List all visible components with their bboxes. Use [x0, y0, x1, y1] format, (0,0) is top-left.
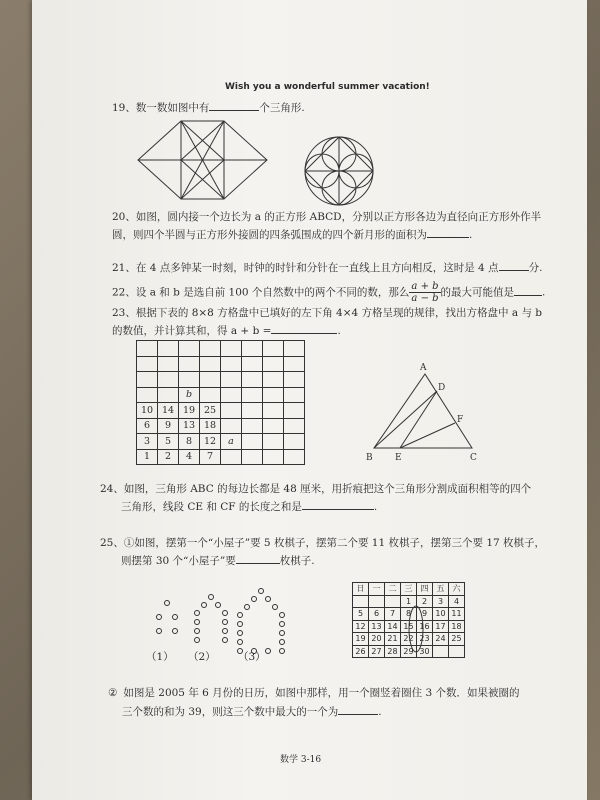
question-19 — [112, 101, 305, 115]
grid-cell: 12 — [200, 434, 221, 450]
q25-calendar-wrap — [352, 582, 465, 658]
grid-cell — [263, 449, 284, 465]
grid-cell: 7 — [200, 449, 221, 465]
house2-dot — [215, 602, 221, 608]
grid-cell — [200, 387, 221, 403]
grid-cell — [221, 403, 242, 419]
house2-dot — [194, 628, 200, 634]
house2-dot — [222, 610, 228, 616]
q24-answer-blank[interactable] — [302, 509, 374, 510]
q22-numerator: a + b — [411, 281, 439, 292]
q22-denominator: a − b — [411, 293, 439, 304]
calendar-day — [449, 645, 465, 658]
grid-cell: 10 — [137, 403, 158, 419]
q22-answer-blank[interactable] — [514, 295, 542, 296]
calendar-day: 24 — [433, 633, 449, 646]
calendar-day: 16 — [417, 620, 433, 633]
house-label-2: （2） — [188, 651, 216, 663]
grid-cell — [137, 387, 158, 403]
calendar-day: 9 — [417, 608, 433, 621]
q25-part2-line2: 三个数的和为 39，则这三个数中最大的一个为 — [122, 706, 339, 718]
calendar-day: 19 — [353, 633, 369, 646]
house3-dot — [279, 639, 285, 645]
grid-cell — [284, 418, 305, 434]
grid-cell: 5 — [158, 434, 179, 450]
q25-answer-blank[interactable] — [236, 563, 280, 564]
q25-line2: 则摆第 30 个“小屋子”要 — [121, 555, 236, 567]
calendar-day: 12 — [353, 620, 369, 633]
calendar-circle — [408, 605, 424, 653]
grid-cell — [221, 341, 242, 357]
calendar-weekday: 日 — [353, 583, 369, 596]
house2-dot — [222, 619, 228, 625]
calendar-day: 20 — [369, 633, 385, 646]
q19-text: 19、数一数如图中有 — [112, 102, 210, 114]
grid-row — [137, 434, 305, 450]
grid-cell: 4 — [179, 449, 200, 465]
grid-cell — [284, 356, 305, 372]
label-A: A — [420, 363, 427, 373]
calendar-day: 30 — [417, 645, 433, 658]
calendar-day: 14 — [385, 620, 401, 633]
house2-dot — [201, 602, 207, 608]
q23-line1: 23、根据下表的 8×8 方格盘中已填好的左下角 4×4 方格呈现的规律，找出方格盘中 a 与 b — [112, 307, 543, 319]
house1-dot — [172, 628, 178, 634]
house3-dot — [279, 648, 285, 654]
house2-dot — [208, 594, 214, 600]
calendar-header-row — [353, 583, 465, 596]
house-label-1: （1） — [146, 651, 174, 663]
house2-dot — [194, 619, 200, 625]
grid-cell — [200, 356, 221, 372]
label-B: B — [366, 453, 373, 463]
grid-cell — [242, 434, 263, 450]
calendar-weekday: 四 — [417, 583, 433, 596]
q25-part2-answer-blank[interactable] — [338, 714, 378, 715]
question-25-part2: ② 如图是 2005 年 6 月份的日历，如图中那样，用一个圈竖着圈住 3 个数．如果被圈的 三个数的和为 39，则这三个数中最大的一个为 . — [108, 687, 520, 718]
calendar-day: 26 — [353, 645, 369, 658]
grid-cell: 1 — [137, 449, 158, 465]
house3-dot — [251, 596, 257, 602]
grid-cell — [284, 449, 305, 465]
q21-text: 21、在 4 点多钟某一时刻，时钟的时针和分针在一直线上且方向相反，这时是 4 点 — [112, 262, 499, 274]
grid-row — [137, 341, 305, 357]
grid-cell — [242, 449, 263, 465]
grid-cell — [158, 387, 179, 403]
house1-dot — [164, 600, 170, 606]
q22-fraction — [409, 281, 440, 304]
question-25 — [100, 536, 545, 568]
grid-cell — [158, 356, 179, 372]
calendar-weekday: 六 — [449, 583, 465, 596]
calendar-day: 15 — [401, 620, 417, 633]
house3-dot — [244, 604, 250, 610]
grid-cell: 2 — [158, 449, 179, 465]
house3-dot — [272, 604, 278, 610]
calendar-day: 21 — [385, 633, 401, 646]
calendar-weekday: 五 — [433, 583, 449, 596]
calendar-weekday: 三 — [401, 583, 417, 596]
calendar-weekday: 二 — [385, 583, 401, 596]
grid-cell — [158, 341, 179, 357]
grid-cell — [221, 372, 242, 388]
grid-cell — [242, 372, 263, 388]
grid-cell — [137, 341, 158, 357]
calendar-day: 2 — [417, 595, 433, 608]
q25-part2-marker: ② — [108, 687, 118, 699]
house2-dot — [222, 628, 228, 634]
grid-cell — [179, 372, 200, 388]
calendar-day: 11 — [449, 608, 465, 621]
calendar-day: 1 — [401, 595, 417, 608]
grid-cell — [263, 387, 284, 403]
calendar-day: 27 — [369, 645, 385, 658]
grid-cell: 19 — [179, 403, 200, 419]
grid-cell — [242, 341, 263, 357]
calendar-day: 18 — [449, 620, 465, 633]
grid-cell — [263, 403, 284, 419]
q24-triangle-figure — [358, 360, 488, 465]
grid-cell: 3 — [137, 434, 158, 450]
calendar-day — [353, 595, 369, 608]
grid-cell: 18 — [200, 418, 221, 434]
grid-cell: 25 — [200, 403, 221, 419]
q19-figure-circles — [296, 128, 382, 214]
q23-number-grid — [136, 340, 305, 465]
house-label-3: （3） — [238, 651, 266, 663]
q20-line1: 20、如图，圆内接一个边长为 a 的正方形 ABCD，分别以正方形各边为直径向正方形外作半 — [112, 211, 542, 223]
house1-dot — [156, 614, 162, 620]
exam-sheet — [32, 0, 587, 800]
grid-cell — [284, 341, 305, 357]
q24-line2: 三角形，线段 CE 和 CF 的长度之和是 — [121, 501, 302, 513]
calendar-day: 3 — [433, 595, 449, 608]
calendar-day: 13 — [369, 620, 385, 633]
house1-dot — [172, 614, 178, 620]
grid-row — [137, 372, 305, 388]
label-D: D — [438, 383, 446, 393]
grid-cell — [158, 372, 179, 388]
grid-cell — [137, 372, 158, 388]
q20-line2: 圆，则四个半圆与正方形外接圆的四条弧围成的四个新月形的面积为 — [112, 229, 427, 241]
grid-row — [137, 418, 305, 434]
grid-cell — [263, 356, 284, 372]
q19-after: 个三角形. — [259, 102, 305, 114]
house3-dot — [237, 639, 243, 645]
q23-line2: 的数值，并计算其和，得 a + b = — [112, 325, 272, 337]
question-22: 22、设 a 和 b 是选自前 100 个自然数中的两个不同的数，那么 $\frac{a + b}{a - b}$ 的最大可能值是 . — [112, 281, 546, 304]
house3-dot — [279, 612, 285, 618]
grid-cell — [263, 372, 284, 388]
calendar-day: 8 — [401, 608, 417, 621]
calendar-day — [385, 595, 401, 608]
grid-cell — [200, 372, 221, 388]
house3-dot — [265, 596, 271, 602]
calendar-weekday: 一 — [369, 583, 385, 596]
house3-dot — [237, 612, 243, 618]
question-20: 20、如图，圆内接一个边长为 a 的正方形 ABCD，分别以正方形各边为直径向正方形外作半 圆，则四个半圆与正方形外接圆的四条弧围成的四个新月形的面积为 . — [112, 211, 542, 241]
house3-dot — [237, 621, 243, 627]
q19-figure-triangles — [135, 118, 275, 202]
calendar-day: 10 — [433, 608, 449, 621]
q21-answer-blank[interactable] — [499, 270, 529, 271]
grid-cell — [200, 341, 221, 357]
grid-cell — [284, 434, 305, 450]
q21-after: 分. — [528, 262, 543, 274]
calendar-day: 17 — [433, 620, 449, 633]
q22-after: 的最大可能值是 — [440, 286, 515, 299]
grid-cell — [179, 356, 200, 372]
question-21 — [112, 261, 542, 275]
grid-cell: 13 — [179, 418, 200, 434]
page-footer: 数学 3-16 — [280, 755, 322, 765]
grid-cell — [263, 434, 284, 450]
grid-cell — [221, 418, 242, 434]
house3-dot — [258, 588, 264, 594]
calendar-day: 5 — [353, 608, 369, 621]
label-E: E — [395, 453, 402, 463]
grid-cell — [284, 387, 305, 403]
grid-cell — [179, 341, 200, 357]
house2-dot — [194, 637, 200, 643]
house3-dot — [265, 648, 271, 654]
calendar-day — [433, 645, 449, 658]
grid-row — [137, 356, 305, 372]
grid-cell — [221, 387, 242, 403]
grid-cell — [242, 387, 263, 403]
grid-cell — [284, 372, 305, 388]
q25-part2-line1: 如图是 2005 年 6 月份的日历，如图中那样，用一个圈竖着圈住 3 个数．如果被圈的 — [123, 687, 520, 699]
calendar-day: 23 — [417, 633, 433, 646]
house3-dot — [237, 630, 243, 636]
calendar-day: 28 — [385, 645, 401, 658]
grid-cell — [242, 356, 263, 372]
grid-cell: 6 — [137, 418, 158, 434]
q22-text: 22、设 a 和 b 是选自前 100 个自然数中的两个不同的数，那么 — [112, 286, 410, 299]
label-F: F — [457, 415, 464, 425]
grid-cell: 9 — [158, 418, 179, 434]
q23-answer-blank[interactable] — [271, 333, 337, 334]
grid-cell — [242, 418, 263, 434]
q20-answer-blank[interactable] — [427, 237, 469, 238]
q19-answer-blank[interactable] — [209, 110, 259, 111]
grid-row — [137, 387, 305, 403]
calendar-day: 7 — [385, 608, 401, 621]
grid-cell: a — [221, 434, 242, 450]
grid-cell: 14 — [158, 403, 179, 419]
grid-cell — [221, 449, 242, 465]
house2-dot — [194, 610, 200, 616]
grid-cell — [242, 403, 263, 419]
q24-line1: 24、如图，三角形 ABC 的每边长都是 48 厘米，用折痕把这个三角形分割成面积相等的四个 — [100, 483, 532, 495]
page-header: Wish you a wonderful summer vacation! — [225, 82, 430, 92]
calendar-day — [369, 595, 385, 608]
house1-dot — [156, 628, 162, 634]
grid-cell: b — [179, 387, 200, 403]
grid-cell — [137, 356, 158, 372]
grid-row — [137, 449, 305, 465]
question-24: 24、如图，三角形 ABC 的每边长都是 48 厘米，用折痕把这个三角形分割成面积相等的四个 三角形，线段 CE 和 CF 的长度之和是 . — [100, 483, 532, 513]
question-23: 23、根据下表的 8×8 方格盘中已填好的左下角 4×4 方格呈现的规律，找出方格盘中 a 与 b 的数值，并计算其和，得 a + b = . — [112, 307, 543, 337]
house3-dot — [279, 621, 285, 627]
calendar-day: 22 — [401, 633, 417, 646]
grid-cell — [284, 403, 305, 419]
q25-line1: 25、①如图，摆第一个“小屋子”要 5 枚棋子，摆第二个要 11 枚棋子，摆第三个要 17 枚棋子， — [100, 537, 546, 549]
grid-cell: 8 — [179, 434, 200, 450]
grid-cell — [263, 341, 284, 357]
calendar-day: 25 — [449, 633, 465, 646]
grid-cell — [263, 418, 284, 434]
calendar-day: 29 — [401, 645, 417, 658]
house3-dot — [279, 630, 285, 636]
grid-row — [137, 403, 305, 419]
calendar-day: 6 — [369, 608, 385, 621]
grid-cell — [221, 356, 242, 372]
house2-dot — [222, 637, 228, 643]
label-C: C — [470, 453, 477, 463]
calendar-day: 4 — [449, 595, 465, 608]
q25-line2-after: 枚棋子. — [279, 555, 315, 567]
